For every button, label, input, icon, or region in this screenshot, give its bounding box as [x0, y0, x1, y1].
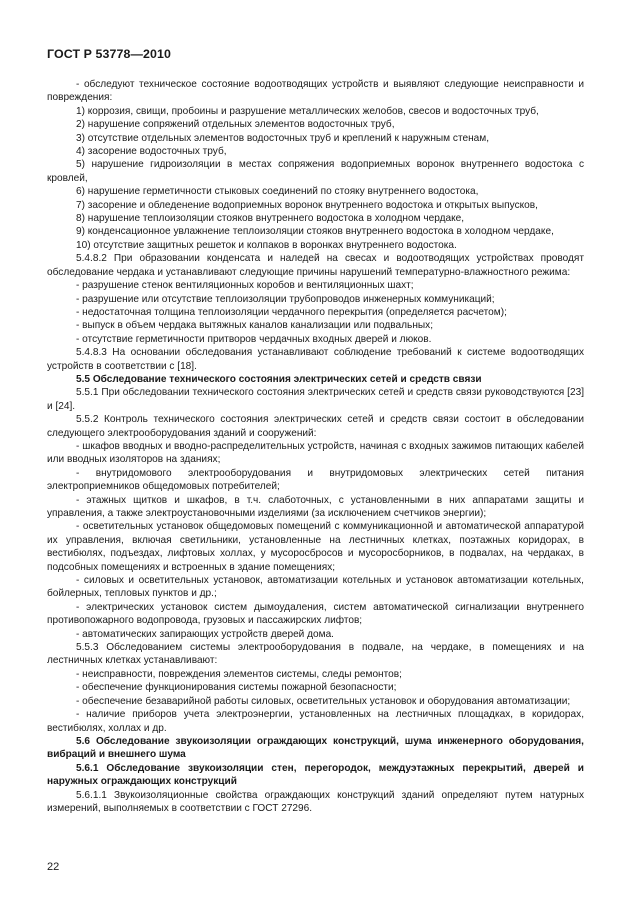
section-heading: 5.6 Обследование звукоизоляции ограждающих конструкций, шума инженерного оборудования, вибраций и внешнего шума [47, 735, 584, 761]
list-item: 3) отсутствие отдельных элементов водосточных труб и креплений к наружным стенам, [76, 132, 490, 144]
list-item: - разрушение или отсутствие теплоизоляции трубопроводов инженерных коммуникаций; [76, 293, 495, 305]
list-item: - шкафов вводных и вводно-распределительных устройств, начиная с входных зажимов питающих кабелей или вводных изоляторов на зданиях; [47, 440, 584, 466]
list-item: - неисправности, повреждения элементов системы, следы ремонтов; [76, 668, 402, 680]
list-item: - автоматических запирающих устройств дверей дома. [76, 628, 334, 640]
list-item: - внутридомового электрооборудования и внутридомовых электрических сетей питания электроприемников общедомовых потребителей; [47, 467, 584, 493]
list-item: 1) коррозия, свищи, пробоины и разрушение металлических желобов, свесов и водосточных труб, [76, 105, 539, 117]
document-body [47, 78, 584, 815]
subsection-heading: 5.6.1 Обследование звукоизоляции стен, перегородок, междуэтажных перекрытий, дверей и наружных ограждающих конструкций [47, 762, 584, 788]
list-item: 6) нарушение герметичности стыковых соединений по стояку внутреннего водостока, [76, 186, 479, 198]
page-number: 22 [47, 861, 60, 873]
list-item: - разрушение стенок вентиляционных коробов и вентиляционных шахт; [76, 280, 414, 292]
list-item: - силовых и осветительных установок, автоматизации котельных и установок автоматизации котельных, бойлерных, тепловых пунктов и др.; [47, 575, 584, 600]
list-item: - наличие приборов учета электроэнергии, установленных на лестничных площадках, в коридорах, вестибюлях, холлах и др. [47, 709, 584, 734]
list-item: - обеспечение функционирования системы пожарной безопасности; [76, 682, 397, 694]
list-item: - выпуск в объем чердака вытяжных каналов канализации или подвальных; [76, 320, 433, 332]
list-item: - обеспечение безаварийной работы силовых, осветительных установок и оборудования автоматизации; [76, 695, 571, 707]
list-item: - этажных щитков и шкафов, в т.ч. слаботочных, с установленными в них аппаратами защиты и управления, а также электроустановочными изделиями (за исключением счетчиков энергии); [47, 494, 584, 519]
list-item: 10) отсутствие защитных решеток и колпаков в воронках внутреннего водостока. [76, 239, 457, 251]
section-heading: 5.5 Обследование технического состояния электрических сетей и средств связи [76, 373, 482, 385]
document-header: ГОСТ Р 53778—2010 [47, 47, 171, 61]
list-item: 7) засорение и обледенение водоприемных воронок внутреннего водостока и открытых выпусков, [76, 199, 538, 211]
list-item: - отсутствие герметичности притворов чердачных входных дверей и люков. [76, 333, 432, 345]
list-item: 8) нарушение теплоизоляции стояков внутреннего водостока в холодном чердаке, [76, 213, 465, 225]
paragraph: 5.6.1.1 Звукоизоляционные свойства ограждающих конструкций зданий определяют путем натурных измерений, выполняемых в соответствии с ГОСТ 27296. [47, 789, 584, 814]
list-item: 5) нарушение гидроизоляции в местах сопряжения водоприемных воронок внутреннего водостока с кровлей, [47, 159, 584, 184]
list-item: - электрических установок систем дымоудаления, систем автоматической сигнализации внутреннего противопожарного водопровода, грузовых и пассажирских лифтов; [47, 601, 584, 627]
list-item: - осветительных установок общедомовых помещений с коммуникационной и автоматической аппаратурой их управления, включая светильники, установленные на лестничных клетках, поэтажных коридорах, в вестибюлях, подъездах, лифтовых холлах, у мусоросбросов и мусоросборников, в подвалах, на чердаках, в подсобных помещениях и встроенных в здание помещениях; [47, 521, 584, 573]
list-item: 4) засорение водосточных труб, [76, 146, 227, 158]
paragraph: 5.5.1 При обследовании технического состояния электрических сетей и средств связи руководствуются [23] и [24]. [47, 387, 584, 412]
paragraph: 5.4.8.2 При образовании конденсата и наледей на свесах и водоотводящих устройствах проводят обследование чердака и устанавливают следующие причины нарушений температурно-влажностного режима: [47, 253, 584, 278]
paragraph: 5.4.8.3 На основании обследования устанавливают соблюдение требований к системе водоотводящих устройств в соответствии с [18]. [47, 347, 584, 372]
paragraph: 5.5.2 Контроль технического состояния электрических сетей и средств связи состоит в обследовании следующего электрооборудования зданий и сооружений: [47, 414, 584, 439]
list-item: - недостаточная толщина теплоизоляции чердачного перекрытия (определяется расчетом); [76, 306, 507, 318]
paragraph: - обследуют техническое состояние водоотводящих устройств и выявляют следующие неисправности и повреждения: [47, 79, 584, 104]
paragraph: 5.5.3 Обследованием системы электрооборудования в подвале, на чердаке, в помещениях и на лестничных клетках устанавливают: [47, 642, 584, 667]
list-item: 9) конденсационное увлажнение теплоизоляции стояков внутреннего водостока в холодном чердаке, [76, 226, 554, 238]
list-item: 2) нарушение сопряжений отдельных элементов водосточных труб, [76, 119, 395, 131]
